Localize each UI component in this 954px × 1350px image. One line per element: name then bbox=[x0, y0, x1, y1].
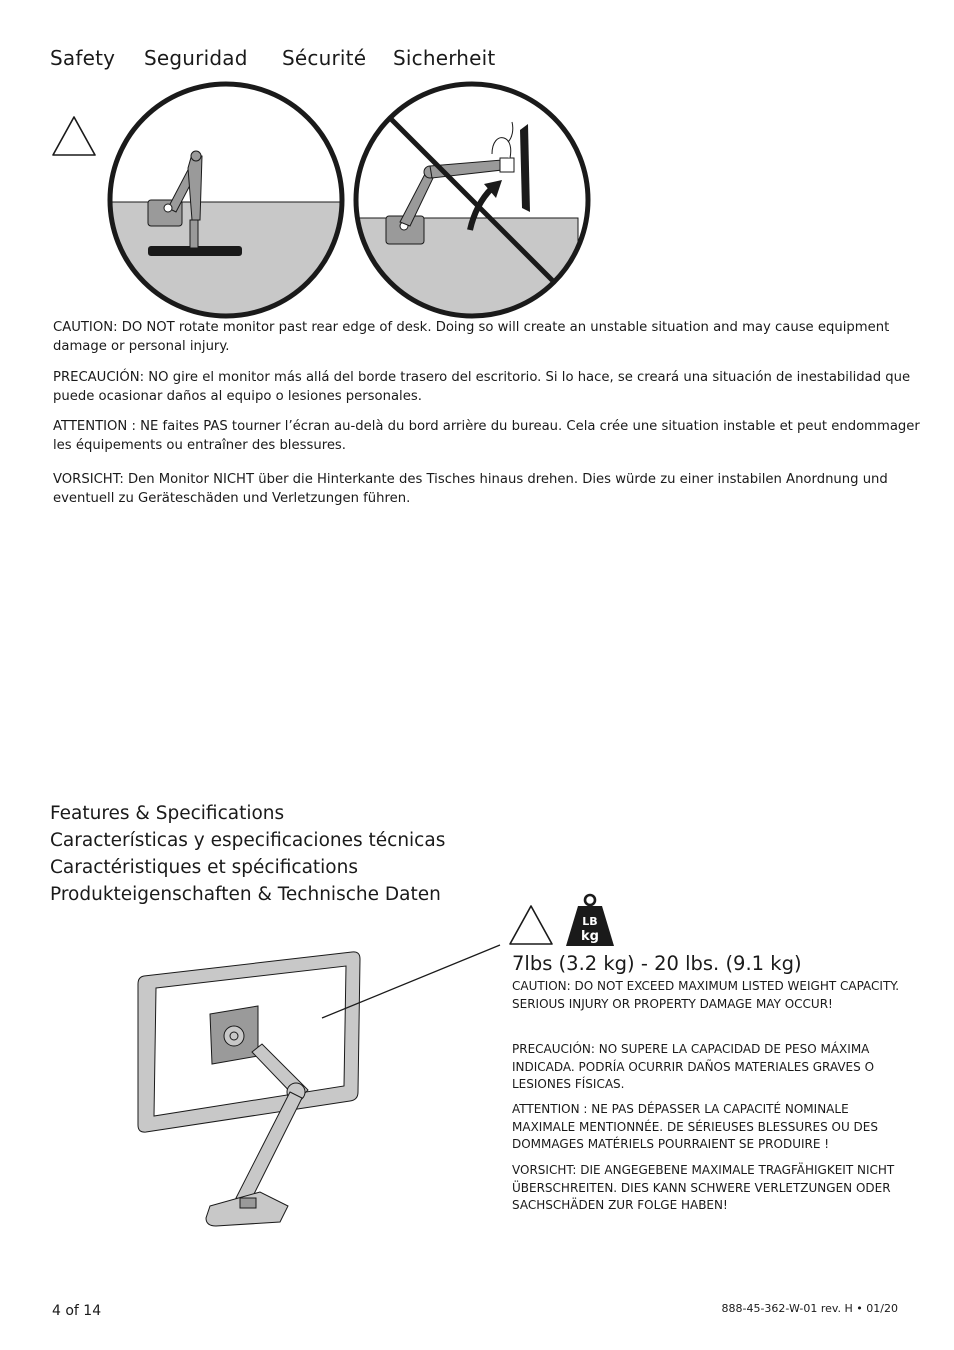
safety-caution-es: PRECAUCIÓN: NO gire el monitor más allá del borde trasero del escritorio. Si lo hace, se creará una situación de inestabilidad que puede ocasionar daños al equipo o lesiones personales. bbox=[53, 370, 911, 404]
weight-icon-lb: LB bbox=[582, 915, 598, 928]
safety-heading-en: Safety bbox=[50, 46, 116, 70]
weight-caution-es: PRECAUCIÓN: NO SUPERE LA CAPACIDAD DE PESO MÁXIMA INDICADA. PODRÍA OCURRIR DAÑOS MATERIALES GRAVES O LESIONES FÍSICAS. bbox=[512, 1042, 875, 1091]
prohibited-rotation-illustration bbox=[352, 80, 592, 320]
monitor-arm-illustration bbox=[130, 940, 510, 1240]
safety-caution-de: VORSICHT: Den Monitor NICHT über die Hinterkante des Tisches hinaus drehen. Dies würde zu einer instabilen Anordnung und eventuell zu Geräteschäden und Verletzungen führen. bbox=[53, 472, 888, 506]
safety-heading-de: Sicherheit bbox=[393, 46, 496, 70]
features-heading-fr: Caractéristiques et spécifications bbox=[50, 857, 358, 878]
weight-icon-kg: kg bbox=[581, 929, 599, 944]
weight-capacity-title: 7lbs (3.2 kg) - 20 lbs. (9.1 kg) bbox=[512, 952, 802, 975]
safety-heading-fr: Sécurité bbox=[282, 46, 367, 70]
weight-icon bbox=[564, 892, 616, 948]
safety-headings bbox=[50, 46, 530, 76]
features-heading-es: Características y especificaciones técnicas bbox=[50, 830, 446, 851]
weight-warning-triangle-icon bbox=[507, 903, 555, 947]
page-number: 4 of 14 bbox=[52, 1303, 102, 1319]
safety-heading-es: Seguridad bbox=[144, 46, 248, 70]
weight-caution-en: CAUTION: DO NOT EXCEED MAXIMUM LISTED WEIGHT CAPACITY. SERIOUS INJURY OR PROPERTY DAMAGE MAY OCCUR! bbox=[512, 979, 900, 1011]
features-heading-de: Produkteigenschaften & Technische Daten bbox=[50, 884, 441, 905]
features-headings bbox=[50, 800, 445, 908]
correct-rotation-illustration bbox=[106, 80, 346, 320]
weight-caution-fr: ATTENTION : NE PAS DÉPASSER LA CAPACITÉ NOMINALE MAXIMALE MENTIONNÉE. DE SÉRIEUSES BLESSURES OU DES DOMMAGES MATÉRIELS POURRAIENT SE PRODUIRE ! bbox=[512, 1102, 878, 1151]
features-heading-en: Features & Specifications bbox=[50, 803, 285, 824]
warning-triangle-icon bbox=[50, 114, 98, 158]
safety-caution-fr: ATTENTION : NE faites PAS tourner l’écran au-delà du bord arrière du bureau. Cela crée une situation instable et peut endommager les équipements ou entraîner des blessures. bbox=[53, 419, 920, 453]
safety-caution-en: CAUTION: DO NOT rotate monitor past rear edge of desk. Doing so will create an unstable situation and may cause equipment damage or personal injury. bbox=[53, 320, 890, 354]
document-code: 888-45-362-W-01 rev. H • 01/20 bbox=[721, 1302, 898, 1315]
weight-caution-de: VORSICHT: DIE ANGEGEBENE MAXIMALE TRAGFÄHIGKEIT NICHT ÜBERSCHREITEN. DIES KANN SCHWERE VERLETZUNGEN ODER SACHSCHÄDEN ZUR FOLGE HABEN! bbox=[512, 1163, 895, 1212]
